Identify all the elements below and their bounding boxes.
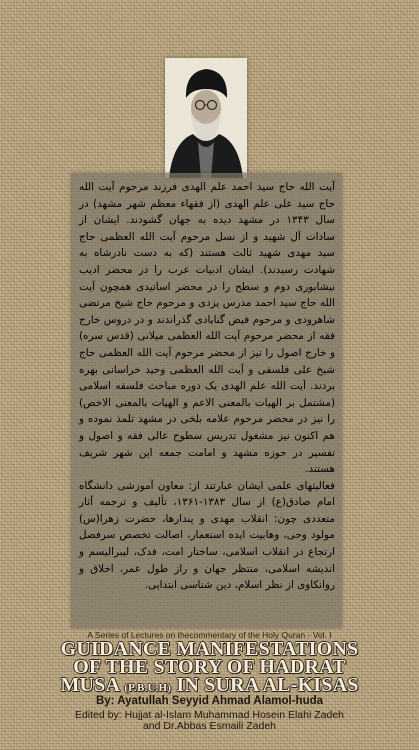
editors-line-2: and Dr.Abbas Esmaili Zadeh — [142, 720, 277, 732]
title-line-3 — [0, 676, 419, 697]
biography-paragraph: آیت الله حاج سید احمد علم الهدی فرزند مرحوم آیت الله حاج سید علی علم الهدی (از فقهاء معظم شهر مشهد) در سال ۱۳۴۳ در مشهد دیده به جهان گشودند. ایشان از سادات آل شهید و از نسل مرحوم آیت الله العظمی حاج سید مهدی شهید ثالث هستند (که به دست نادرشاه به شهادت رسیدند). ایشان ادبیات عرب را در محضر ادیب نیشابوری دوم و سطح را در محضر اساتیدی همچون آیت الله حاج سید احمد مدرس یزدی و مرحوم حاج شیخ مرتضی شاهرودی و مرحوم فیض گنابادی گذراندند و در دروس خارج فقه از محضر مرحوم آیت الله العظمی میلانی (قدس سره) و خارج اصول را نیز از محضر مرحوم آیت الله العظمی حاج شیخ علی فلسفی و آیت الله العظمی وحید خراسانی بهره بردند. آیت الله علم الهدی یک دوره مباحث فلسفه اسلامی (مشتمل بر الهیات بالمعنی الاعم و الهیات بالمعنی الاخص) را نیز در محضر مرحوم علامه بلخی در مشهد تلمذ نموده و هم اکنون نیز مشغول تدریس سطوح عالی فقه و اصول و تفسیر در حوزه مشهد و امامت جمعه این شهر شریف هستند. — [79, 181, 335, 476]
pbuh-abbreviation: (P.B.U.H) — [124, 682, 172, 694]
book-title — [0, 640, 419, 697]
title-line-3-end: IN SURA AL-KISAS — [171, 674, 359, 696]
series-line: A Series of Lectures on thecommentary of the Holy Quran - Vol. I — [87, 630, 332, 640]
author-line: By: Ayatullah Seyyid Ahmad Alamol-huda — [95, 695, 324, 707]
cleric-portrait-icon — [165, 58, 247, 178]
biography-panel — [71, 173, 342, 628]
biography-paragraph: فعالیتهای علمی ایشان عبارتند از: معاون آموزشی دانشگاه امام صادق(ع) از سال ۱۳۸۳-۱۳۶۱، تألیف و ترجمه آثار متعددی چون: انقلاب مهدی و پندارها، حضرت زهرا(س) مولود وحی، وهابیت ایده استعمار، اصالت تخصص سرفصل ارتجاع در انقلاب اسلامی، ساختار امت، فدک، لیبرالیسم و اندیشه اسلامی، منتظر جهان و راز طول عمر، اخلاق و روانکاوی از نظر اسلام، دین شناسی ابتدایی. — [79, 479, 335, 592]
editors-credit — [0, 710, 419, 732]
biography-text — [79, 179, 335, 594]
editors-line-1: Edited by: Hujjat al-Islam Muhammad Hosein Elahi Zadeh — [74, 709, 345, 721]
title-line-2: OF THE STORY OF HADRAT — [73, 656, 346, 678]
author-portrait — [165, 58, 247, 178]
title-line-3-start: MUSA — [60, 674, 125, 696]
title-line-1: GUIDANCE MANIFESTATIONS — [60, 638, 359, 660]
